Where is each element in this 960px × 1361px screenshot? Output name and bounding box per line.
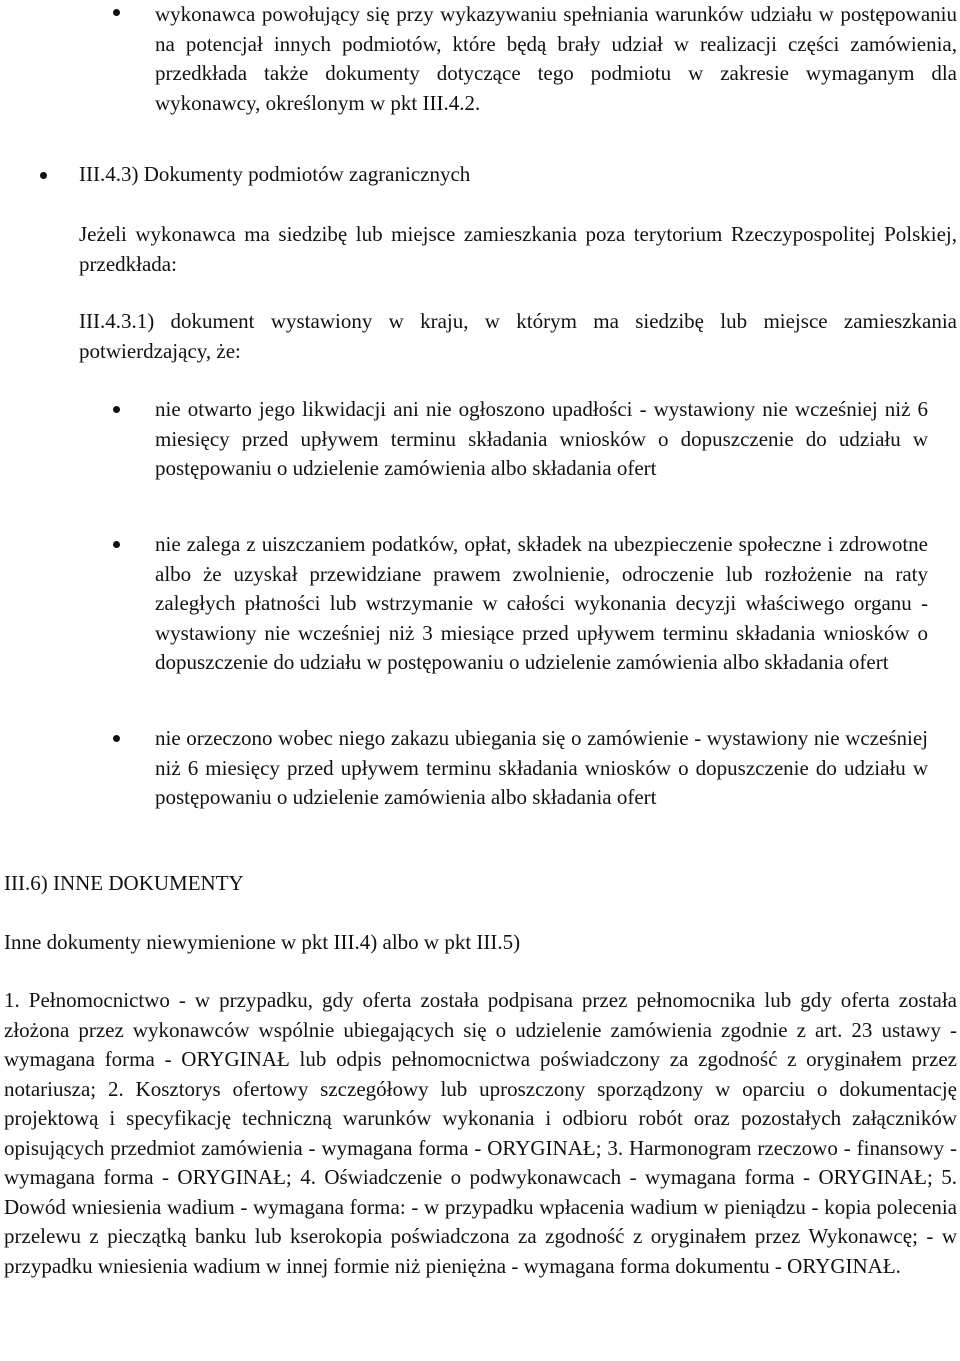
sub-bullet-2-text: nie zalega z uiszczaniem podatków, opłat, składek na ubezpieczenie społeczne i zdrowotne albo że uzyskał przewidziane prawem zwolnienie, odroczenie lub rozłożenie na raty zaległych płatności lub wstrzymanie w całości wykonania decyzji właściwego organu - wystawiony nie wcześniej niż 3 miesiące przed upływem terminu składania wniosków o dopuszczenie do udziału w postępowaniu o udzielenie zamówienia albo składania ofert xyxy=(155,532,928,674)
bullet-icon xyxy=(113,541,120,548)
other-docs-intro: Inne dokumenty niewymienione w pkt III.4) albo w pkt III.5) xyxy=(4,930,521,954)
top-bullet-2-text: III.4.3) Dokumenty podmiotów zagranicznych xyxy=(79,162,471,186)
point-431-paragraph: III.4.3.1) dokument wystawiony w kraju, w którym ma siedzibę lub miejsce zamieszkania potwierdzający, że: xyxy=(79,309,957,363)
foreign-intro-paragraph: Jeżeli wykonawca ma siedzibę lub miejsce zamieszkania poza terytorium Rzeczypospolitej Polskiej, przedkłada: xyxy=(79,222,957,276)
bullet-icon xyxy=(113,735,120,742)
bullet-icon xyxy=(113,9,120,16)
sub-bullet-1-text: nie otwarto jego likwidacji ani nie ogłoszono upadłości - wystawiony nie wcześniej niż 6 miesięcy przed upływem terminu składania wniosków o dopuszczenie do udziału w postępowaniu o udzielenie zamówienia albo składania ofert xyxy=(155,397,928,480)
section-heading-36: III.6) INNE DOKUMENTY xyxy=(4,871,244,895)
sub-bullet-3-text: nie orzeczono wobec niego zakazu ubiegania się o zamówienie - wystawiony nie wcześniej niż 6 miesięcy przed upływem terminu składania wniosków o dopuszczenie do udziału w postępowaniu o udzielenie zamówienia albo składania ofert xyxy=(155,726,928,809)
bullet-icon xyxy=(113,406,120,413)
top-bullet-1-text: wykonawca powołujący się przy wykazywaniu spełniania warunków udziału w postępowaniu na potencjał innych podmiotów, które będą brały udział w realizacji części zamówienia, przedkłada także dokumenty dotyczące tego podmiotu w zakresie wymaganym dla wykonawcy, określonym w pkt III.4.2. xyxy=(155,2,957,115)
bullet-icon xyxy=(40,172,47,179)
other-docs-body: 1. Pełnomocnictwo - w przypadku, gdy oferta została podpisana przez pełnomocnika lub gdy oferta została złożona przez wykonawców wspólnie ubiegających się o udzielenie zamówienia zgodnie z art. 23 ustawy - wymagana forma - ORYGINAŁ lub odpis pełnomocnictwa poświadczony za zgodność z oryginałem przez notariusza; 2. Kosztorys ofertowy szczegółowy lub uproszczony sporządzony w oparciu o dokumentację projektową i specyfikację techniczną warunków wykonania i odbioru robót oraz pozostałych załączników opisujących przedmiot zamówienia - wymagana forma - ORYGINAŁ; 3. Harmonogram rzeczowo - finansowy - wymagana forma - ORYGINAŁ; 4. Oświadczenie o podwykonawcach - wymagana forma - ORYGINAŁ; 5. Dowód wniesienia wadium - wymagana forma: - w przypadku wpłacenia wadium w pieniądzu - kopia polecenia przelewu z pieczątką banku lub kserokopia poświadczona za zgodność z oryginałem przez Wykonawcę; - w przypadku wniesienia wadium w innej formie niż pieniężna - wymagana forma dokumentu - ORYGINAŁ. xyxy=(4,988,957,1278)
